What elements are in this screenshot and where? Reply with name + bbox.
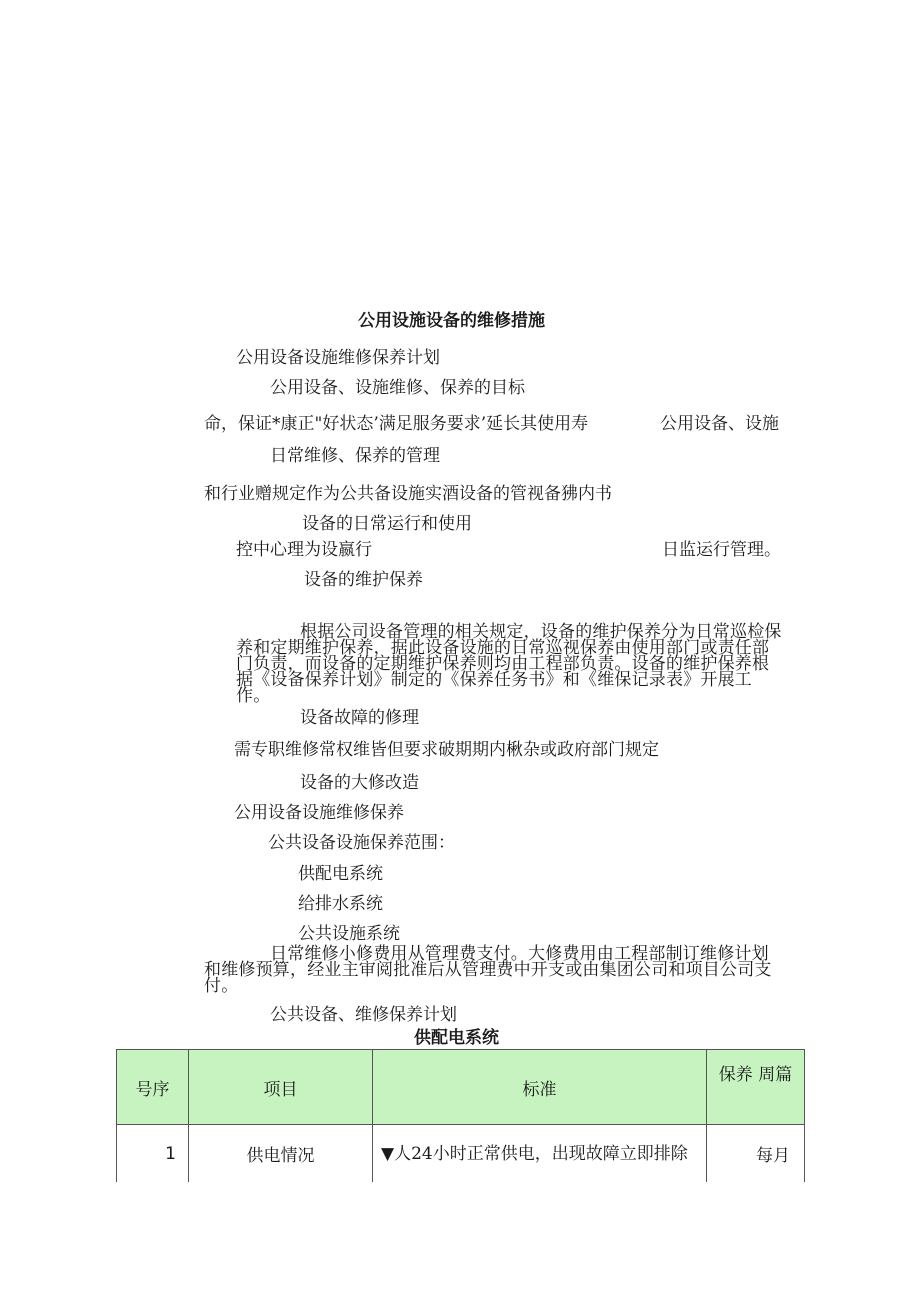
public-maintenance-heading: 公用设备设施维修保养 bbox=[234, 803, 404, 823]
goal-text-a: 命，保证*康正"好状态’满足服务要求’延长其使用寿 bbox=[204, 414, 589, 434]
maintenance-heading: 设备的维护保养 bbox=[304, 570, 423, 590]
daily-text: 和行业赠规定作为公共备设施实酒设备的管视备狒内书 bbox=[204, 484, 612, 504]
header-no: 号序 bbox=[117, 1050, 189, 1125]
goal-heading: 公用设备、设施维修、保养的目标 bbox=[270, 378, 525, 398]
goal-text-b: 公用设备、设施 bbox=[660, 414, 779, 434]
page-title: 公用设施设备的维修措施 bbox=[358, 311, 545, 331]
row-item: 供电情况 bbox=[189, 1125, 373, 1183]
table-header-row bbox=[117, 1050, 805, 1125]
scope-item-power: 供配电系统 bbox=[298, 864, 383, 884]
repair-text: 需专职维修常权维皆但要求破期期内楸杂或政府部门规定 bbox=[234, 740, 659, 760]
overhaul-heading: 设备的大修改造 bbox=[300, 773, 419, 793]
header-item: 项目 bbox=[189, 1050, 373, 1125]
daily-heading: 日常维修、保养的管理 bbox=[270, 446, 440, 466]
maintenance-paragraph: 根据公司设备管理的相关规定，设备的维护保养分为日常巡检保养和定期维护保养，据此设备设施的日常巡视保养由使用部门或责任部门负责，而设备的定期维护保养则均由工程部负责。设备的维护保养根据《设备保养计划》制定的《保养任务书》和《维保记录表》开展工作。 bbox=[236, 622, 782, 706]
table-row bbox=[117, 1125, 805, 1183]
scope-item-water: 给排水系统 bbox=[298, 894, 383, 914]
plan-heading: 公用设备设施维修保养计划 bbox=[236, 348, 440, 368]
operation-text-a: 控中心理为设嬴行 bbox=[236, 540, 372, 560]
scope-item-public: 公共设施系统 bbox=[298, 924, 400, 944]
row-no: 1 bbox=[117, 1125, 189, 1183]
power-system-table bbox=[116, 1049, 805, 1182]
repair-heading: 设备故障的修理 bbox=[300, 708, 419, 728]
header-frequency: 保养 周篇 bbox=[707, 1050, 805, 1125]
scope-heading: 公共设备设施保养范围： bbox=[268, 833, 455, 853]
plan-subheading: 公共设备、维修保养计划 bbox=[270, 1005, 457, 1025]
header-standard: 标准 bbox=[373, 1050, 707, 1125]
operation-heading: 设备的日常运行和使用 bbox=[302, 514, 472, 534]
row-frequency: 每月 bbox=[707, 1125, 805, 1183]
operation-text-b: 日监运行管理。 bbox=[662, 540, 781, 560]
cost-paragraph: 日常维修小修费用从管理费支付。大修费用由工程部制订维修计划和维修预算，经业主审阅批准后从管理费中开支或由集团公司和项目公司支付。 bbox=[204, 944, 772, 996]
table-caption: 供配电系统 bbox=[414, 1028, 499, 1048]
row-standard: ▼人24小时正常供电，出现故障立即排除 bbox=[373, 1125, 707, 1183]
